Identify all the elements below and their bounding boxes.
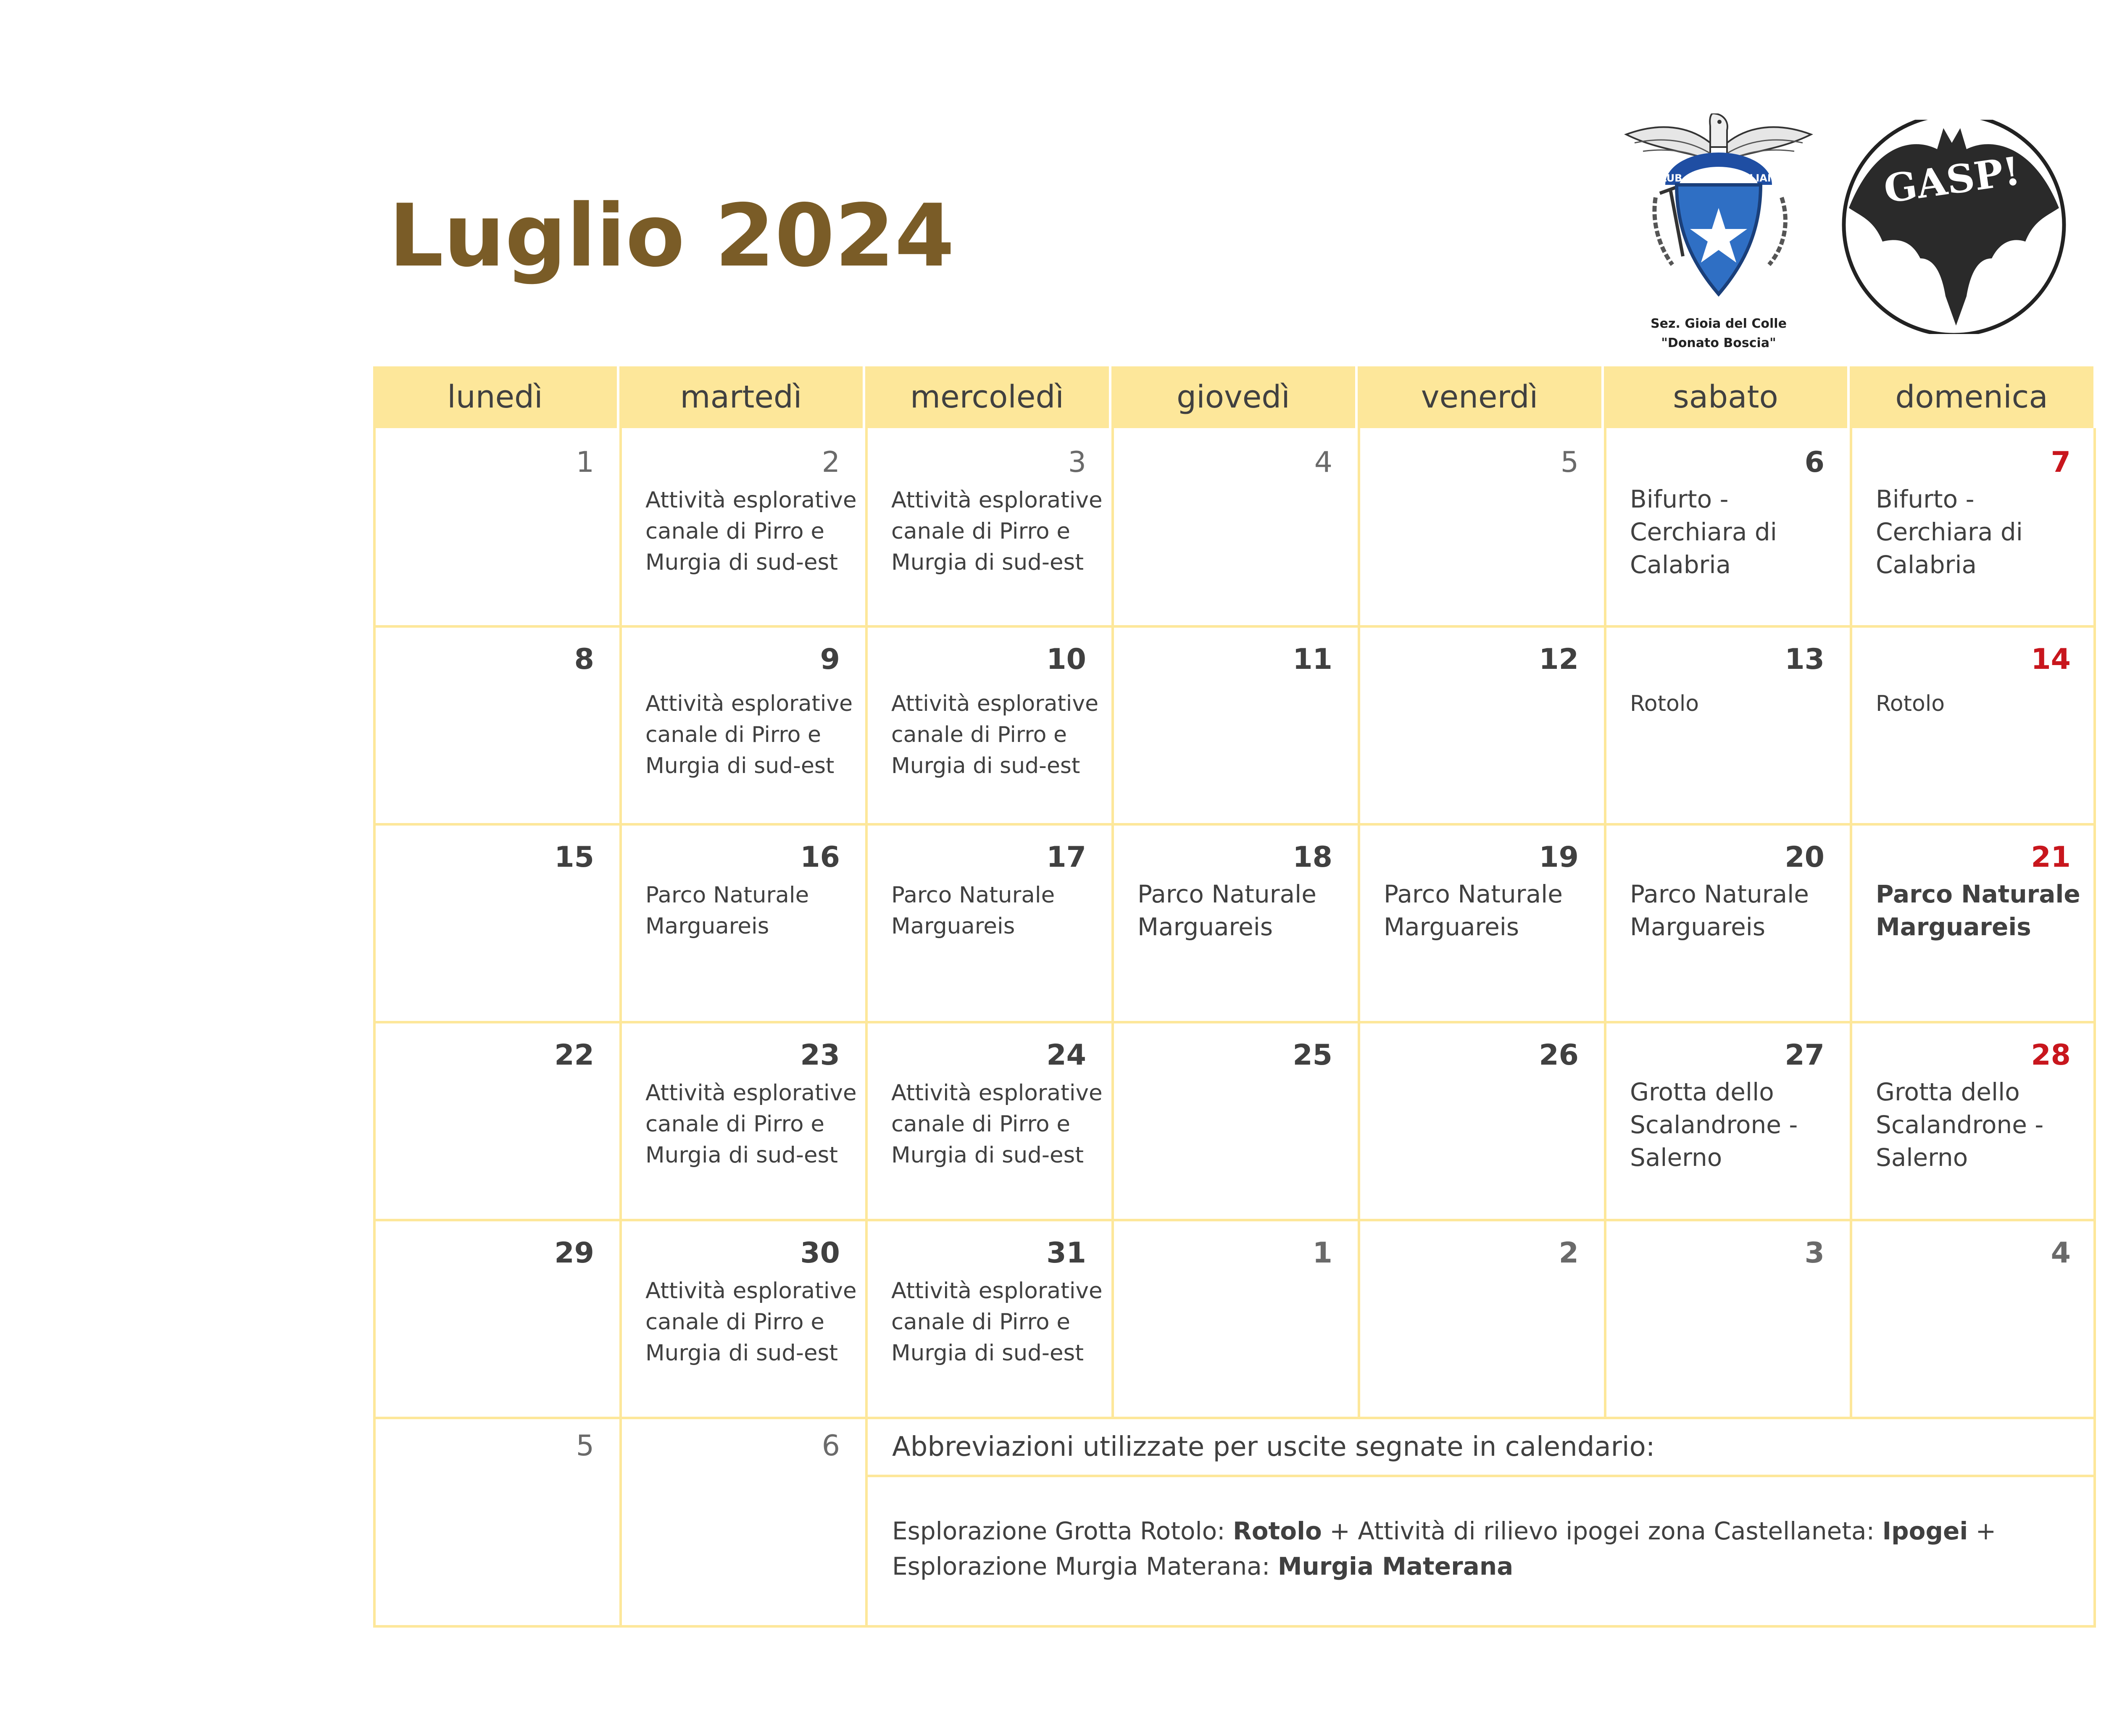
month-title: Luglio 2024 [389, 186, 955, 286]
day-cell[interactable] [865, 625, 1111, 823]
day-number: 23 [800, 1039, 840, 1072]
event-text: Parco Naturale Marguareis [1137, 880, 1316, 941]
event-text: Parco Naturale Marguareis [891, 882, 1055, 939]
grid-line [865, 428, 868, 1417]
grid-line [865, 1417, 868, 1625]
event-text: Bifurto - Cerchiara di Calabria [1630, 485, 1777, 579]
day-number: 29 [554, 1236, 594, 1270]
day-number: 24 [1046, 1039, 1086, 1072]
abbreviations-title: Abbreviazioni utilizzate per uscite segnate in calendario: [892, 1431, 1655, 1462]
event-text: Grotta dello Scalandrone - Salerno [1876, 1078, 2044, 1172]
svg-text:CLUB ALPINO ITALIANO: CLUB ALPINO ITALIANO [1653, 172, 1785, 184]
day-cell[interactable] [373, 428, 619, 625]
event-text: Attività esplorative canale di Pirro e Murgia di sud-est [645, 1080, 857, 1168]
weekday-header: martedì [619, 366, 865, 428]
weekday-header: mercoledì [865, 366, 1111, 428]
day-number: 3 [1804, 1236, 1825, 1270]
day-cell[interactable] [1604, 1219, 1850, 1417]
day-cell[interactable] [619, 625, 865, 823]
day-number: 22 [554, 1039, 594, 1072]
abbreviations-text [892, 1513, 2081, 1584]
event-text: Attività esplorative canale di Pirro e Murgia di sud-est [891, 1080, 1103, 1168]
day-number: 16 [800, 841, 840, 874]
grid-line [619, 1417, 622, 1625]
event-text: Attività esplorative canale di Pirro e Murgia di sud-est [891, 1278, 1103, 1366]
day-cell[interactable] [619, 1219, 865, 1417]
day-cell[interactable] [1604, 823, 1850, 1021]
day-number: 12 [1539, 643, 1579, 676]
grid-line [373, 428, 376, 1628]
abbreviation-description: Esplorazione Grotta Rotolo: [892, 1517, 1233, 1545]
day-number: 17 [1046, 841, 1086, 874]
event-text: Rotolo [1876, 691, 1945, 716]
day-cell[interactable] [865, 428, 1111, 625]
day-number: 15 [554, 841, 594, 874]
day-cell[interactable] [1604, 625, 1850, 823]
event-text: Grotta dello Scalandrone - Salerno [1630, 1078, 1798, 1172]
event-text: Parco Naturale Marguareis [1876, 880, 2080, 941]
day-cell[interactable] [619, 1021, 865, 1219]
day-cell[interactable] [1604, 1021, 1850, 1219]
weekday-header: domenica [1850, 366, 2096, 428]
day-cell[interactable] [1111, 823, 1358, 1021]
day-cell[interactable] [619, 428, 865, 625]
day-cell[interactable] [619, 1417, 865, 1625]
day-number: 4 [2051, 1236, 2071, 1270]
day-number: 5 [576, 1429, 594, 1462]
cai-caption [1609, 314, 1828, 353]
weekday-header: giovedì [1111, 366, 1358, 428]
day-cell[interactable] [373, 1219, 619, 1417]
day-cell[interactable] [373, 1021, 619, 1219]
day-number: 20 [1785, 841, 1825, 874]
day-cell[interactable] [373, 823, 619, 1021]
day-number: 2 [1559, 1236, 1579, 1270]
day-cell[interactable] [1358, 1021, 1604, 1219]
day-cell[interactable] [1850, 625, 2096, 823]
day-number: 14 [2031, 643, 2071, 676]
grid-line [373, 823, 2096, 826]
day-number: 9 [820, 643, 840, 676]
day-cell[interactable] [865, 1021, 1111, 1219]
day-cell[interactable] [1111, 428, 1358, 625]
bat-icon [1836, 120, 2072, 334]
event-text: Attività esplorative canale di Pirro e Murgia di sud-est [645, 691, 853, 779]
day-number: 8 [574, 643, 594, 676]
day-cell[interactable] [865, 823, 1111, 1021]
day-cell[interactable] [1850, 428, 2096, 625]
day-number: 10 [1046, 643, 1086, 676]
event-text: Parco Naturale Marguareis [645, 882, 809, 939]
abbreviation-code: Ipogei [1882, 1517, 1968, 1545]
day-cell[interactable] [1850, 1021, 2096, 1219]
gaspi-logo [1836, 120, 2072, 334]
day-number: 6 [821, 1429, 840, 1462]
event-text: Attività esplorative canale di Pirro e Murgia di sud-est [891, 487, 1103, 575]
event-text: Attività esplorative canale di Pirro e Murgia di sud-est [645, 487, 857, 575]
cai-caption-line2: "Donato Boscia" [1661, 336, 1776, 350]
grid-line [619, 428, 622, 1417]
day-number: 13 [1785, 643, 1825, 676]
day-cell[interactable] [1111, 1021, 1358, 1219]
day-number: 25 [1293, 1039, 1332, 1072]
cai-logo [1609, 113, 1828, 357]
weekday-header: sabato [1604, 366, 1850, 428]
abbreviation-code: Rotolo [1233, 1517, 1322, 1545]
day-cell[interactable] [1850, 1219, 2096, 1417]
day-cell[interactable] [1111, 625, 1358, 823]
day-number: 30 [800, 1236, 840, 1270]
day-number: 6 [1804, 446, 1825, 479]
grid-line [865, 1475, 2096, 1477]
grid-line [373, 1417, 2096, 1419]
day-number: 26 [1539, 1039, 1579, 1072]
day-number: 5 [1560, 446, 1579, 479]
day-cell[interactable] [1358, 625, 1604, 823]
grid-line [1358, 428, 1360, 1417]
event-text: Rotolo [1630, 691, 1699, 716]
day-number: 21 [2031, 841, 2071, 874]
weekday-header: venerdì [1358, 366, 1604, 428]
weekday-header: lunedì [373, 366, 619, 428]
day-number: 11 [1293, 643, 1332, 676]
grid-line [373, 625, 2096, 628]
cai-caption-line1: Sez. Gioia del Colle [1651, 316, 1787, 331]
day-number: 18 [1293, 841, 1332, 874]
day-cell[interactable] [1358, 823, 1604, 1021]
grid-line [1111, 428, 1114, 1417]
eagle-shield-icon [1609, 113, 1828, 311]
event-text: Parco Naturale Marguareis [1384, 880, 1563, 941]
day-number: 31 [1046, 1236, 1086, 1270]
day-cell[interactable] [373, 625, 619, 823]
day-number: 1 [1312, 1236, 1332, 1270]
grid-line [373, 1219, 2096, 1221]
svg-text:GASP!: GASP! [1881, 148, 2023, 212]
day-cell[interactable] [1111, 1219, 1358, 1417]
day-number: 19 [1539, 841, 1579, 874]
grid-line [1604, 428, 1606, 1417]
abbreviation-description: + Attività di rilievo ipogei zona Castellaneta: [1322, 1517, 1882, 1545]
grid-line [2093, 428, 2096, 1628]
day-number: 1 [576, 446, 594, 479]
grid-line [1850, 428, 1852, 1417]
abbreviation-description: + Esplorazione Murgia Materana: [892, 1517, 1996, 1581]
grid-line [373, 1625, 2096, 1628]
day-number: 7 [2051, 446, 2071, 479]
day-cell[interactable] [1358, 428, 1604, 625]
day-cell[interactable] [619, 823, 865, 1021]
day-number: 28 [2031, 1039, 2071, 1072]
day-cell[interactable] [1850, 823, 2096, 1021]
day-cell[interactable] [865, 1219, 1111, 1417]
event-text: Parco Naturale Marguareis [1630, 880, 1809, 941]
day-cell[interactable] [1358, 1219, 1604, 1417]
event-text: Attività esplorative canale di Pirro e Murgia di sud-est [645, 1278, 857, 1366]
calendar-grid [373, 366, 2101, 1627]
day-cell[interactable] [373, 1417, 619, 1625]
grid-line [373, 1021, 2096, 1023]
day-number: 27 [1785, 1039, 1825, 1072]
event-text: Bifurto - Cerchiara di Calabria [1876, 485, 2023, 579]
abbreviation-code: Murgia Materana [1277, 1552, 1514, 1581]
day-number: 3 [1068, 446, 1086, 479]
event-text: Attività esplorative canale di Pirro e Murgia di sud-est [891, 691, 1099, 779]
day-number: 4 [1314, 446, 1332, 479]
day-cell[interactable] [1604, 428, 1850, 625]
day-number: 2 [821, 446, 840, 479]
